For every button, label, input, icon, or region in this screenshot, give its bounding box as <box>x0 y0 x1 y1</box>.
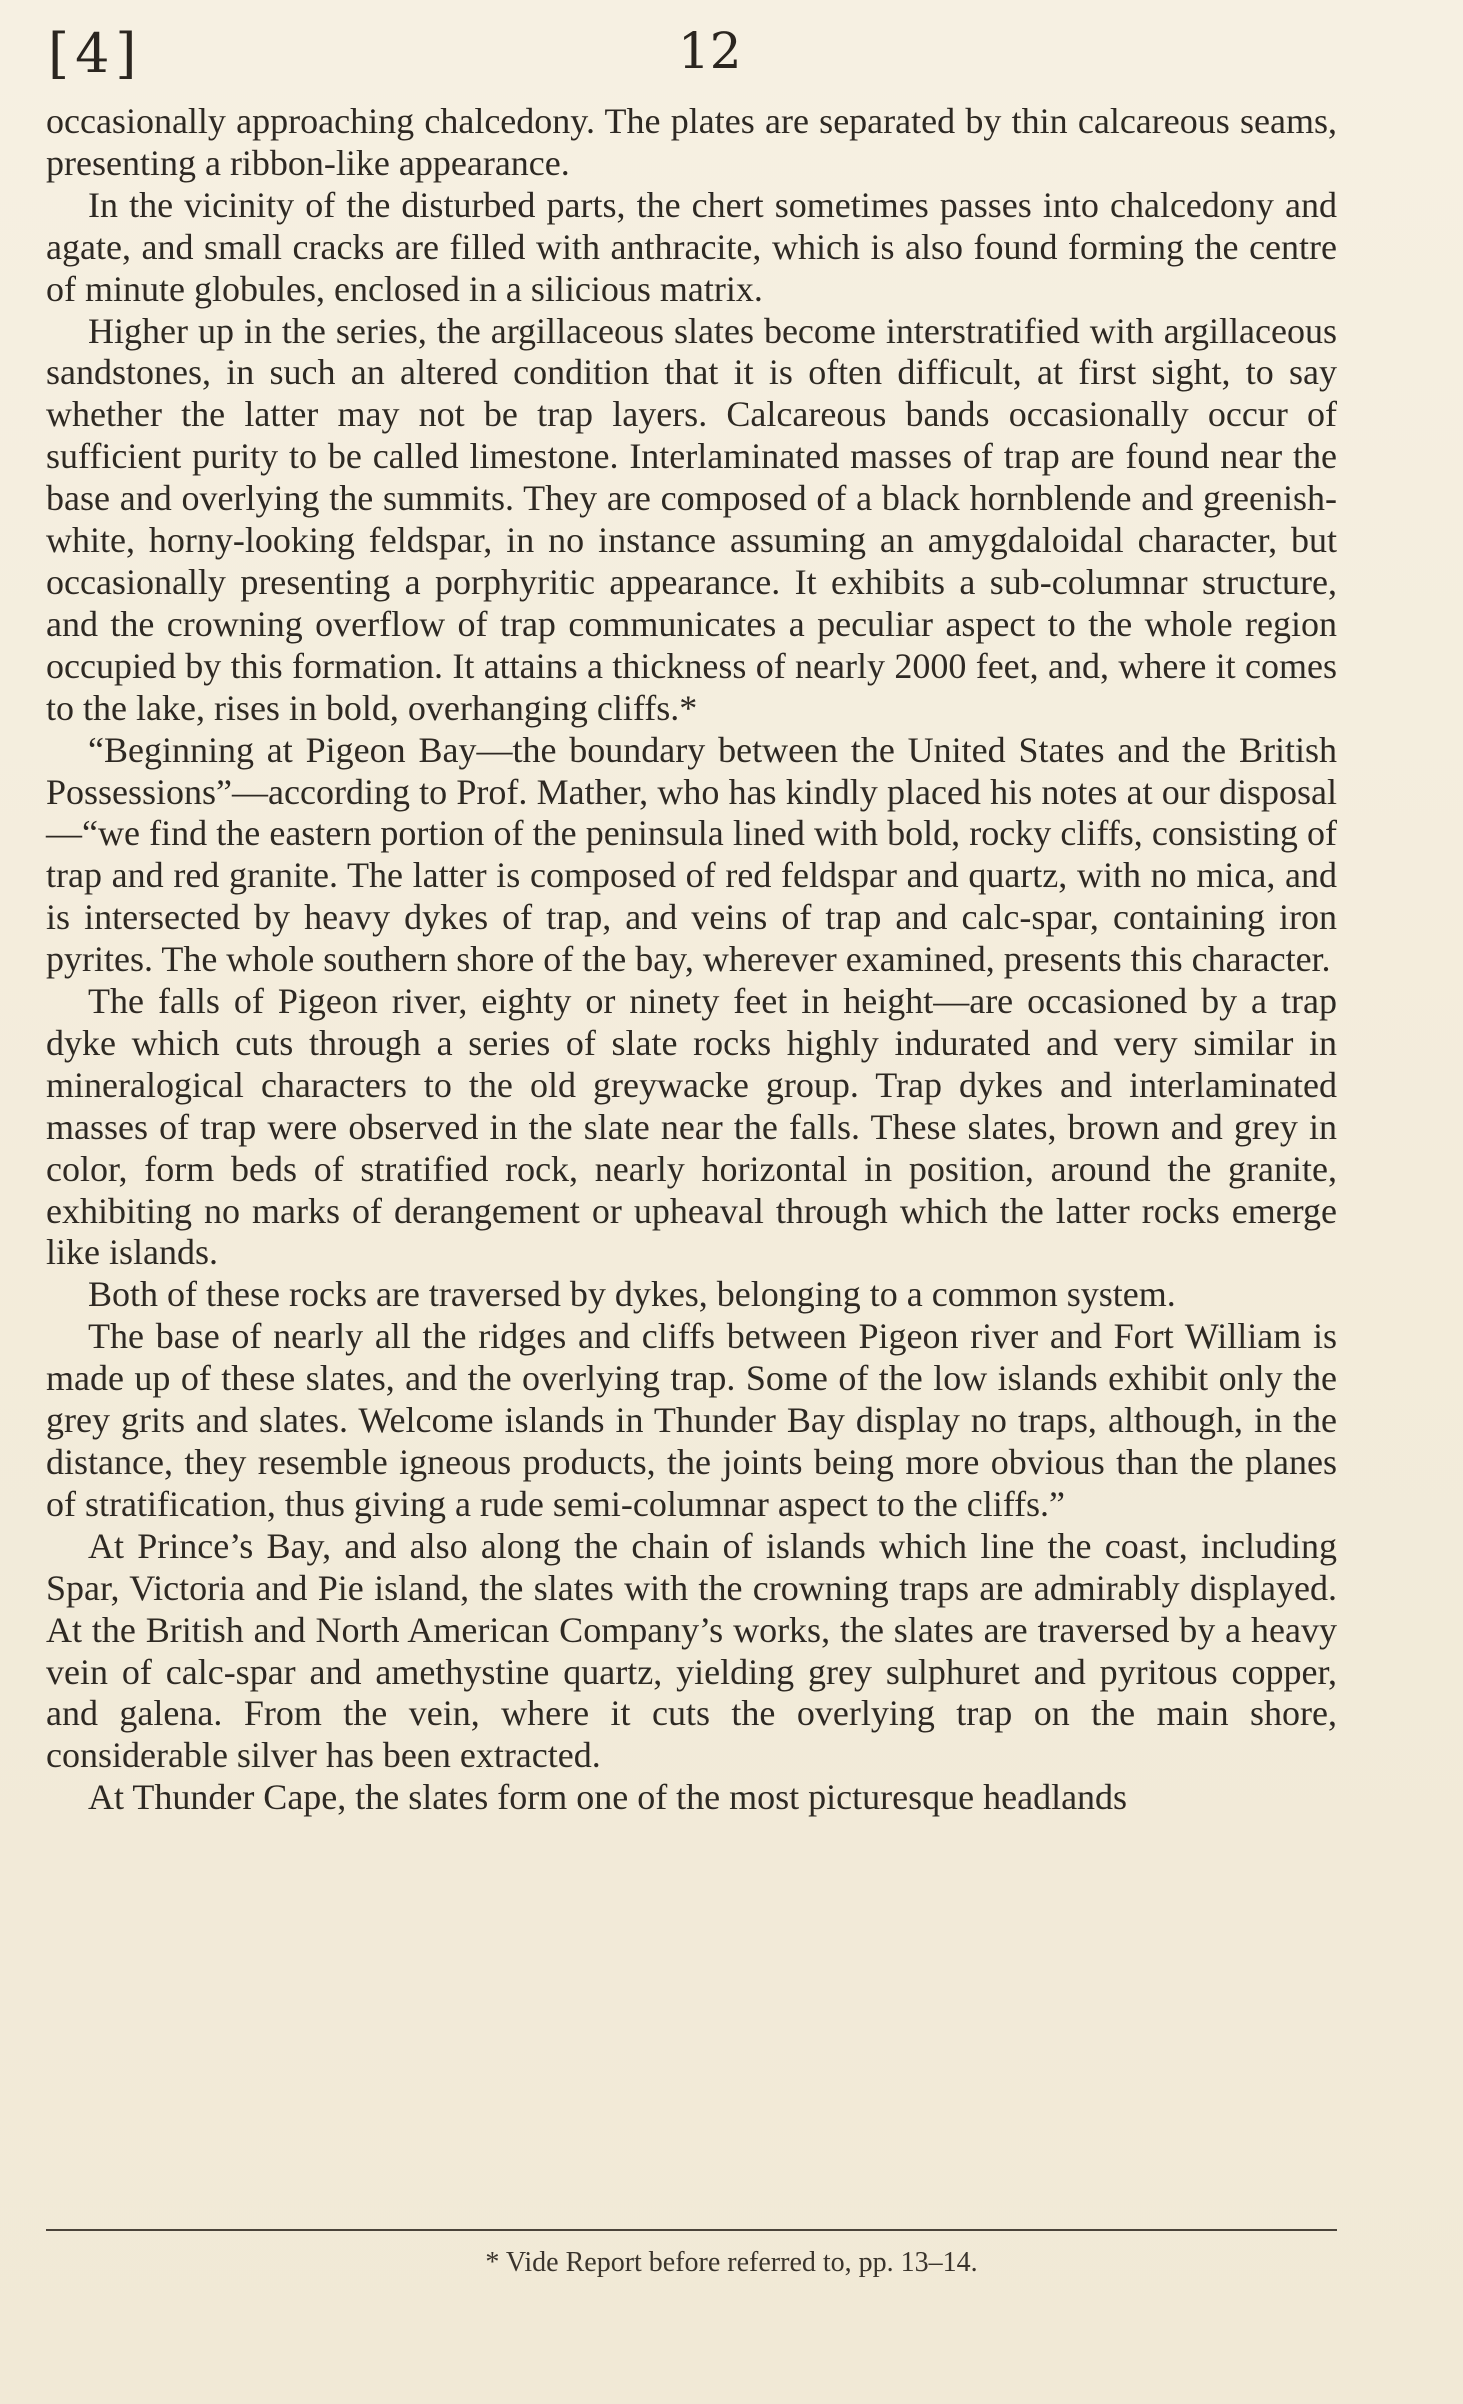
footnote-divider <box>46 2229 1337 2231</box>
page-number: 12 <box>678 22 742 80</box>
body-text <box>46 101 1337 1819</box>
paragraph-dykes: Both of these rocks are traversed by dykes, belonging to a common system. <box>88 1274 1176 1315</box>
paragraph-argillaceous-slates: Higher up in the series, the argillaceous slates become interstratified with argillaceous sandstones, in such an altered condition that it is often difficult, at first sight, to say whether the latter may not be trap layers. Calcareous bands occasionally occur of sufficient purity to be called limestone. Interlaminated masses of trap are found near the base and overlying the summits. They are composed of a black hornblende and greenish-white, horny-looking feldspar, in no instance assuming an amygdaloidal character, but occasionally presenting a porphyritic appearance. It exhibits a sub-columnar structure, and the crowning overflow of trap communicates a peculiar aspect to the whole region occupied by this formation. It attains a thickness of nearly 2000 feet, and, where it comes to the lake, rises in bold, overhanging cliffs.* <box>46 310 1337 728</box>
page-header <box>48 22 1408 92</box>
paragraph-fort-william: The base of nearly all the ridges and cliffs between Pigeon river and Fort William is made up of these slates, and the overlying trap. Some of the low islands exhibit only the grey grits and slates. Welcome islands in Thunder Bay display no traps, although, in the distance, they resemble igneous products, the joints being more obvious than the planes of stratification, thus giving a rude semi-columnar aspect to the cliffs.” <box>46 1316 1337 1524</box>
paragraph-continuation: occasionally approaching chalcedony. The plates are separated by thin calcareous seams, presenting a ribbon-like appearance. <box>46 101 1337 183</box>
section-mark: [4] <box>48 22 143 85</box>
paragraph-thunder-cape: At Thunder Cape, the slates form one of the most picturesque headlands <box>88 1777 1128 1818</box>
footnote: * Vide Report before referred to, pp. 13–14. <box>485 2247 978 2278</box>
paragraph-princes-bay: At Prince’s Bay, and also along the chain of islands which line the coast, including Spar, Victoria and Pie island, the slates with the crowning traps are admirably displayed. At the British and North American Company’s works, the slates are traversed by a heavy vein of calc-spar and amethystine quartz, yielding grey sulphuret and pyritous copper, and galena. From the vein, where it cuts the overlying trap on the main shore, considerable silver has been extracted. <box>46 1525 1337 1776</box>
paragraph-chert: In the vicinity of the disturbed parts, the chert sometimes passes into chalcedony and agate, and small cracks are filled with anthracite, which is also found forming the centre of minute globules, enclosed in a silicious matrix. <box>46 184 1337 309</box>
paragraph-pigeon-river-falls: The falls of Pigeon river, eighty or ninety feet in height—are occasioned by a trap dyke which cuts through a series of slate rocks highly indurated and very similar in mineralogical characters to the old greywacke group. Trap dykes and interlaminated masses of trap were observed in the slate near the falls. These slates, brown and grey in color, form beds of stratified rock, nearly horizontal in position, around the granite, exhibiting no marks of derangement or upheaval through which the latter rocks emerge like islands. <box>46 981 1337 1273</box>
paragraph-pigeon-bay-quote: “Beginning at Pigeon Bay—the boundary between the United States and the British Possessions”—according to Prof. Mather, who has kindly placed his notes at our disposal—“we find the eastern portion of the peninsula lined with bold, rocky cliffs, consisting of trap and red granite. The latter is composed of red feldspar and quartz, with no mica, and is intersected by heavy dykes of trap, and veins of trap and calc-spar, containing iron pyrites. The whole southern shore of the bay, wherever examined, presents this character. <box>46 729 1337 980</box>
